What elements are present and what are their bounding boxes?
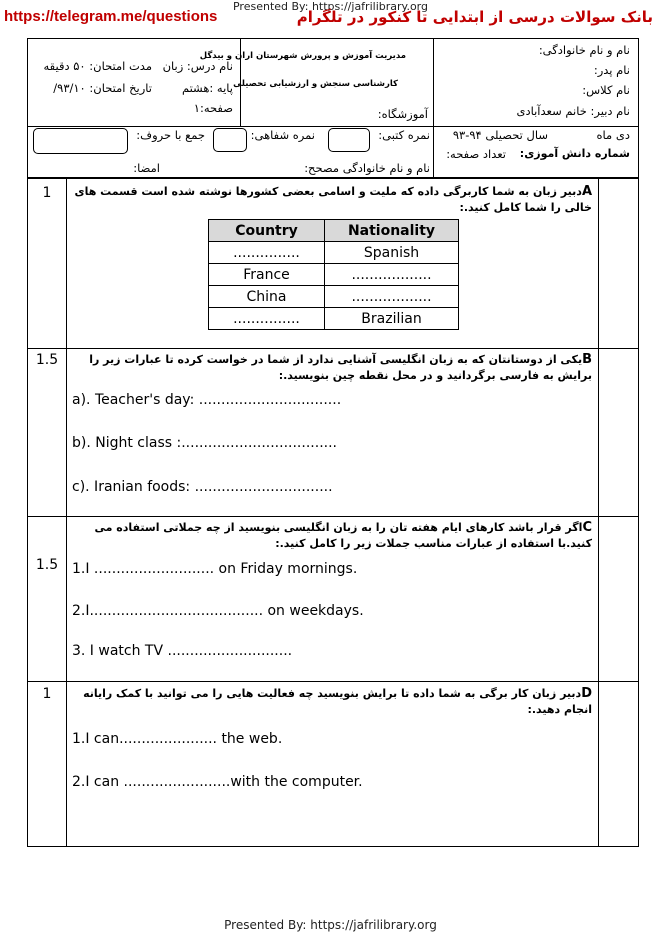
country-cell[interactable]: ............... <box>209 308 325 330</box>
question-score: 1 <box>42 686 52 702</box>
question-letter: B <box>582 352 592 367</box>
exam-date: تاریخ امتحان: ۹۳/۱۰/ <box>53 81 152 95</box>
score-column-divider <box>66 179 67 846</box>
school-label: آموزشگاه: <box>377 107 428 121</box>
answer-line[interactable]: 3. I watch TV ............................ <box>72 643 293 659</box>
student-name-label: نام و نام خانوادگی: <box>538 43 630 57</box>
question-text: Dدبیر زبان کار برگی به شما داده تا برایش بنویسید چه فعالیت هایی را می توانید با کمک رایانه انجام دهید.: <box>83 686 592 716</box>
answer-line[interactable]: 1.I ........................... on Friday mornings. <box>72 561 358 577</box>
total-letters-box[interactable] <box>33 128 128 154</box>
footer-watermark: Presented By: https://jafrilibrary.org <box>224 918 437 932</box>
school-year: سال تحصیلی ۹۴-۹۳ <box>452 128 548 142</box>
question-divider <box>28 348 638 349</box>
nationality-cell[interactable]: .................. <box>325 264 459 286</box>
signature-label: امضا: <box>133 161 160 175</box>
questions-table <box>27 178 639 847</box>
nationality-table <box>208 219 459 330</box>
question-divider <box>28 681 638 682</box>
org-line2: کارشناسی سنجش و ارزشیابی تحصیلی <box>233 79 398 89</box>
country-cell: China <box>209 286 325 308</box>
number-column-divider <box>598 179 599 846</box>
question-text: Aدبیر زبان به شما کاربرگی داده که ملیت و اسامی بعضی کشورها نوشته شده است قسمت های خالی را شما کامل کنید.: <box>74 184 592 214</box>
page-number: صفحه:۱ <box>193 101 233 115</box>
country-header: Country <box>209 220 325 242</box>
nationality-cell: Brazilian <box>325 308 459 330</box>
student-number-label: شماره دانش آموزی: <box>519 147 630 160</box>
org-line1: مدیریت آموزش و پرورش شهرستان اران و بیدگل <box>199 51 406 61</box>
country-cell: France <box>209 264 325 286</box>
father-name-label: نام پدر: <box>593 63 630 77</box>
teacher-name: نام دبیر: خانم سعدآبادی <box>516 104 630 118</box>
country-cell[interactable]: ............... <box>209 242 325 264</box>
question-letter: A <box>581 184 592 199</box>
header-divider <box>433 39 434 179</box>
answer-line[interactable]: 1.I can...................... the web. <box>72 731 283 747</box>
answer-line[interactable]: a). Teacher's day: ................................ <box>72 392 342 408</box>
corrector-name-label: نام و نام خانوادگی مصحح: <box>304 161 430 175</box>
exam-duration: مدت امتحان: ۵۰ دقیقه <box>43 59 152 73</box>
subject: نام درس: زبان <box>162 59 233 73</box>
answer-line[interactable]: b). Night class :................................... <box>72 435 337 451</box>
total-letters-label: جمع با حروف: <box>136 128 205 142</box>
question-instruction: دبیر زبان کار برگی به شما داده تا برایش بنویسید چه فعالیت هایی را می توانید با کمک رایانه انجام دهید. <box>83 687 592 716</box>
answer-line[interactable]: 2.I can ........................with the computer. <box>72 774 363 790</box>
question-instruction: یکی از دوستانتان که به زبان انگلیسی آشنایی ندارد از شما در خواست کرده تا عبارات زیر را برایش به فارسی برگردانید و در محل نقطه چین بنویسید. <box>89 353 592 382</box>
question-score: 1 <box>42 185 52 201</box>
question-instruction: دبیر زبان به شما کاربرگی داده که ملیت و اسامی بعضی کشورها نوشته شده است قسمت های خالی را شما کامل کنید. <box>74 185 592 214</box>
header-divider <box>28 126 638 127</box>
question-letter: C <box>582 520 592 535</box>
written-score-label: نمره کتبی: <box>378 128 430 142</box>
question-text: Cاگر قرار باشد کارهای ایام هفته تان را به زبان انگلیسی بنویسید از چه جملاتی استفاده می کنید.با استفاده از عبارات مناسب جملات زیر را کامل کنید.: <box>94 520 592 550</box>
oral-score-label: نمره شفاهی: <box>250 128 315 142</box>
question-letter: D <box>581 686 592 701</box>
nationality-cell: Spanish <box>325 242 459 264</box>
written-score-box[interactable] <box>328 128 370 152</box>
page-count-label: تعداد صفحه: <box>446 147 506 161</box>
question-divider <box>28 516 638 517</box>
oral-score-box[interactable] <box>213 128 247 152</box>
banner-title: بانک سوالات درسی از ابتدایی تا کنکور در تلگرام <box>296 8 653 26</box>
answer-line[interactable]: c). Iranian foods: ............................... <box>72 479 333 495</box>
question-score: 1.5 <box>35 557 59 573</box>
top-watermark: Presented By: https://jafrilibrary.org <box>232 0 428 13</box>
question-text: Bیکی از دوستانتان که به زبان انگلیسی آشنایی ندارد از شما در خواست کرده تا عبارات زیر را برایش به فارسی برگردانید و در محل نقطه چین بنویسید.: <box>89 352 592 382</box>
nationality-header: Nationality <box>325 220 459 242</box>
class-name-label: نام کلاس: <box>582 83 630 97</box>
question-score: 1.5 <box>35 352 59 368</box>
question-instruction: اگر قرار باشد کارهای ایام هفته تان را به زبان انگلیسی بنویسید از چه جملاتی استفاده می کنید.با استفاده از عبارات مناسب جملات زیر را کامل کنید. <box>94 521 592 550</box>
telegram-url[interactable]: https://telegram.me/questions <box>4 8 218 25</box>
nationality-cell[interactable]: .................. <box>325 286 459 308</box>
grade: پایه :هشتم <box>181 81 233 95</box>
exam-month: دی ماه <box>596 128 630 142</box>
exam-header <box>27 38 639 178</box>
answer-line[interactable]: 2.I....................................... on weekdays. <box>72 603 364 619</box>
